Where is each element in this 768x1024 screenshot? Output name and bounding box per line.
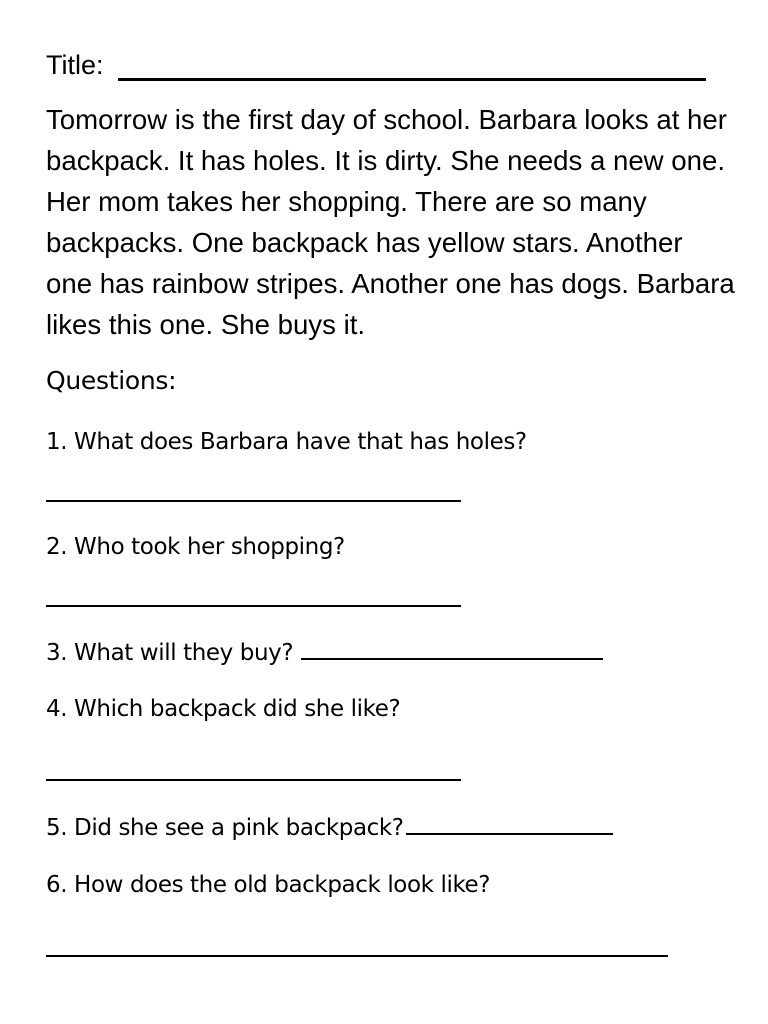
question-5-text: 5. Did she see a pink backpack?	[46, 815, 404, 841]
question-3-text: 3. What will they buy?	[46, 640, 294, 666]
question-5-answer-line[interactable]	[406, 809, 613, 835]
question-4-answer-line[interactable]	[46, 779, 461, 781]
title-label: Title:	[46, 50, 104, 80]
question-6-answer-line[interactable]	[46, 955, 668, 957]
questions-heading: Questions:	[46, 366, 177, 395]
question-4	[46, 692, 400, 726]
question-6	[46, 868, 490, 902]
title-row	[46, 48, 706, 84]
question-3	[46, 634, 603, 670]
title-answer-line[interactable]	[118, 78, 706, 81]
question-3-answer-line[interactable]	[301, 634, 603, 660]
question-6-text: 6. How does the old backpack look like?	[46, 872, 491, 898]
question-1-answer-line[interactable]	[46, 500, 461, 502]
question-2-answer-line[interactable]	[46, 605, 461, 607]
question-4-text: 4. Which backpack did she like?	[46, 696, 401, 722]
question-1-text: 1. What does Barbara have that has holes?	[46, 429, 527, 455]
question-1	[46, 425, 527, 459]
question-2	[46, 530, 345, 564]
reading-passage: Tomorrow is the first day of school. Barbara looks at her backpack. It has holes. It is dirty. She needs a new one. Her mom takes her shopping. There are so many backpacks. One backpack has yellow stars. Another one has rainbow stripes. Another one has dogs. Barbara likes this one. She buys it.	[46, 104, 735, 340]
question-5	[46, 809, 613, 845]
question-2-text: 2. Who took her shopping?	[46, 534, 345, 560]
